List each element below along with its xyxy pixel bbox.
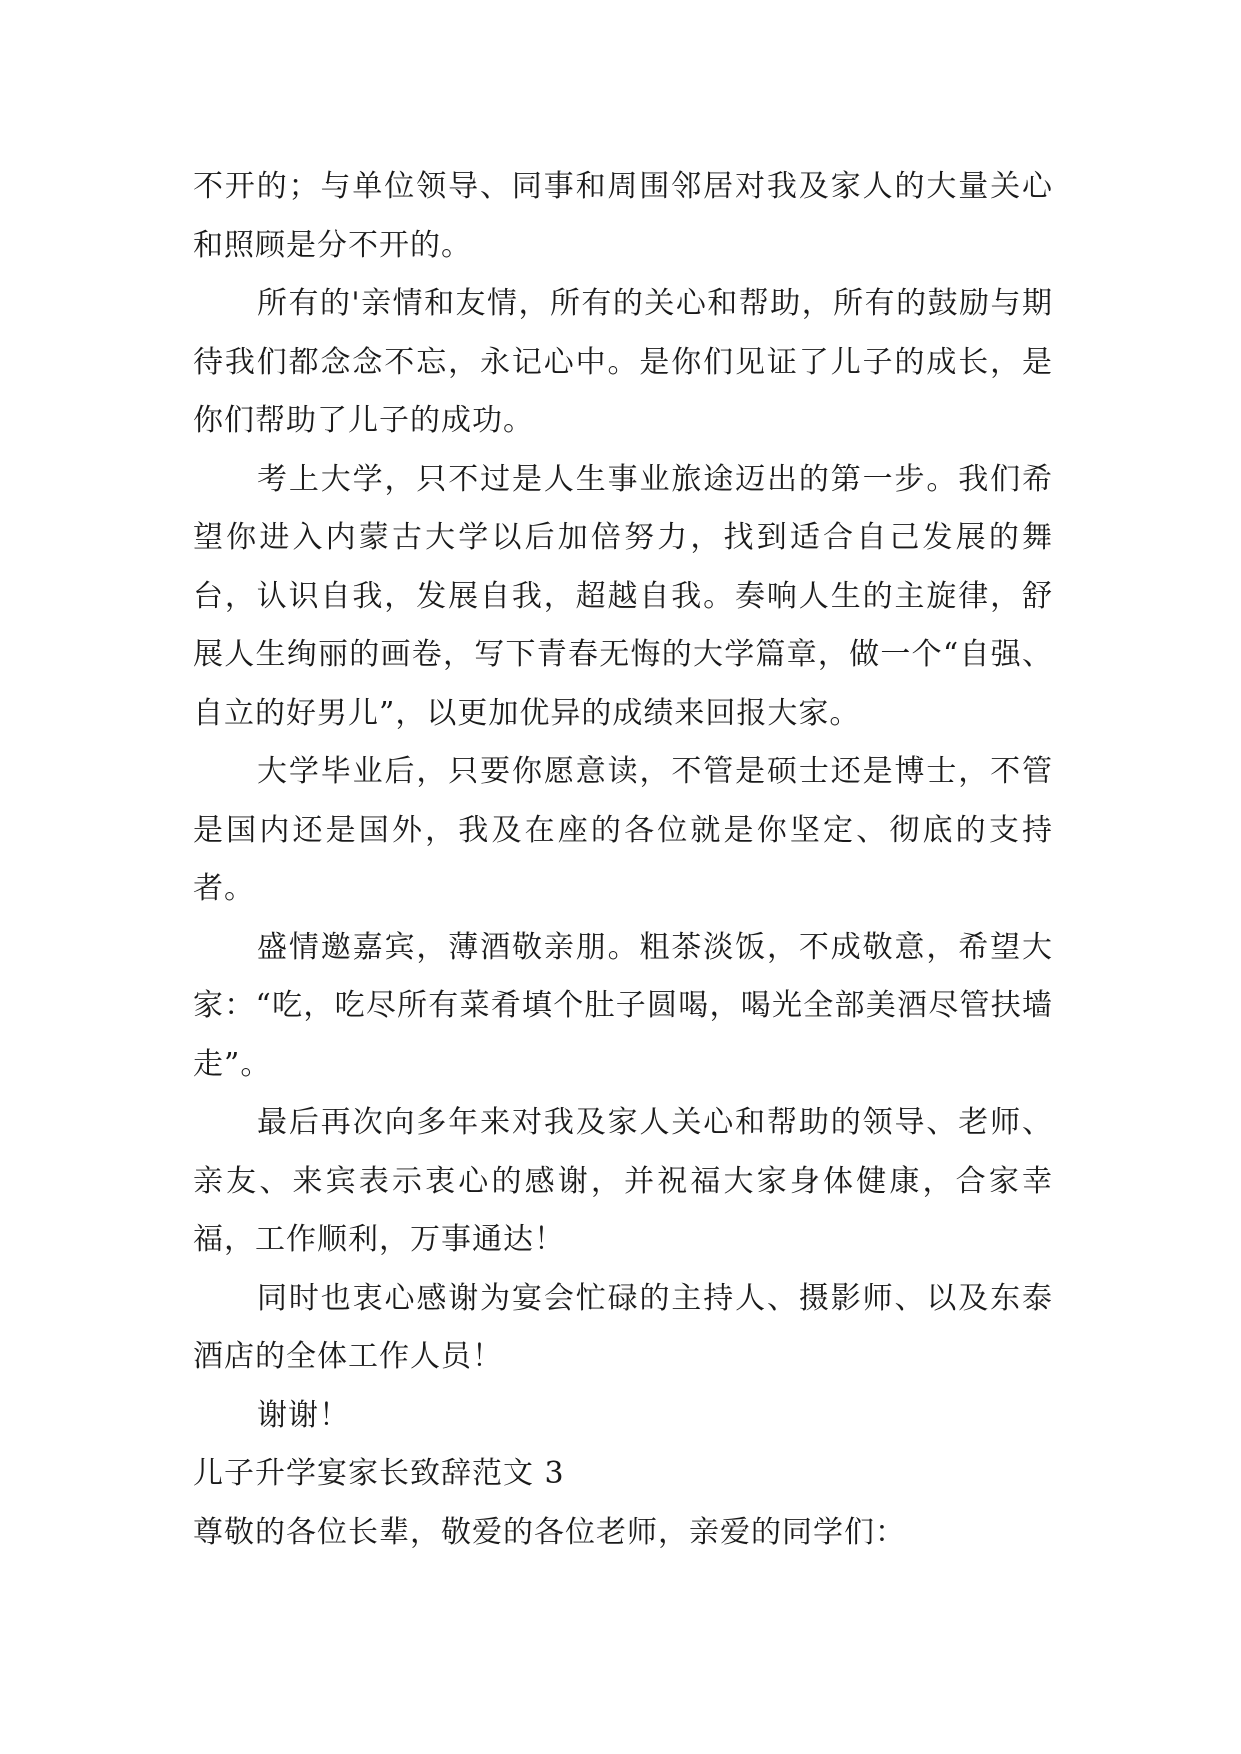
salutation: 尊敬的各位长辈，敬爱的各位老师，亲爱的同学们： bbox=[193, 1514, 906, 1550]
document-body bbox=[193, 158, 1053, 1562]
paragraph-thanks: 最后再次向多年来对我及家人关心和帮助的领导、老师、亲友、来宾表示衷心的感谢，并祝福大家身体健康，合家幸福，工作顺利，万事通达！ bbox=[193, 1105, 1053, 1257]
paragraph-graduation: 大学毕业后，只要你愿意读，不管是硕士还是博士，不管是国内还是国外，我及在座的各位就是你坚定、彻底的支持者。 bbox=[193, 754, 1053, 906]
paragraph-university: 考上大学，只不过是人生事业旅途迈出的第一步。我们希望你进入内蒙古大学以后加倍努力，找到适合自己发展的舞台，认识自我，发展自我，超越自我。奏响人生的主旋律，舒展人生绚丽的画卷，写下青春无悔的大学篇章，做一个“自强、自立的好男儿”，以更加优异的成绩来回报大家。 bbox=[193, 461, 1053, 731]
paragraph-continued: 不开的；与单位领导、同事和周围邻居对我及家人的大量关心和照顾是分不开的。 bbox=[193, 169, 1053, 263]
paragraph-affection: 所有的'亲情和友情，所有的关心和帮助，所有的鼓励与期待我们都念念不忘，永记心中。是你们见证了儿子的成长，是你们帮助了儿子的成功。 bbox=[193, 286, 1053, 438]
paragraph-closing: 谢谢！ bbox=[257, 1397, 350, 1433]
paragraph-invitation: 盛情邀嘉宾，薄酒敬亲朋。粗茶淡饭，不成敬意，希望大家：“吃，吃尽所有菜肴填个肚子圆喝，喝光全部美酒尽管扶墙走”。 bbox=[193, 929, 1053, 1082]
section-title: 儿子升学宴家长致辞范文 3 bbox=[193, 1456, 565, 1491]
paragraph-staff-thanks: 同时也衷心感谢为宴会忙碌的主持人、摄影师、以及东泰酒店的全体工作人员！ bbox=[193, 1280, 1053, 1374]
